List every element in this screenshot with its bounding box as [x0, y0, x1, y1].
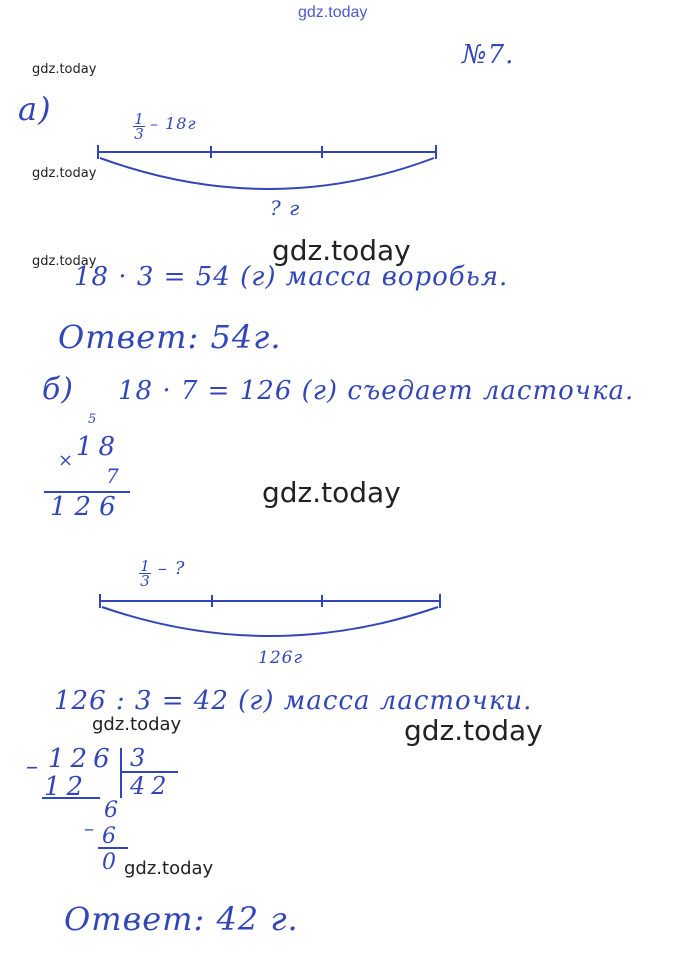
part-b-equation: 18 · 7 = 126 (г) съедает ласточка. — [118, 376, 635, 406]
watermark-small: gdz.today — [32, 254, 97, 269]
division-remainder-2: 0 — [102, 850, 117, 875]
division-subtrahend-2: 6 — [102, 824, 117, 849]
part-b-answer: Ответ: 42 г. — [64, 900, 299, 938]
division-minus-sign-2: – — [84, 816, 95, 840]
part-b-division-equation: 126 : 3 = 42 (г) масса ласточки. — [54, 686, 533, 716]
fraction-numerator: 1 — [134, 110, 144, 128]
fraction-numerator: 1 — [140, 557, 150, 575]
part-b-label: б) — [42, 372, 75, 407]
diagram-b-brace — [102, 607, 438, 636]
division-remainder-1: 6 — [104, 798, 119, 823]
part-b-fraction — [139, 559, 151, 588]
watermark-large: gdz.today — [272, 234, 411, 267]
multiplication-top: 18 — [76, 432, 122, 462]
watermark-top: gdz.today — [298, 4, 368, 21]
part-b-segment-label: – ? — [158, 558, 186, 579]
division-divisor: 3 — [130, 744, 147, 772]
watermark-small: gdz.today — [32, 62, 97, 77]
part-b-total-label: 126г — [258, 648, 304, 668]
fraction-denominator: 3 — [140, 572, 150, 590]
watermark-large: gdz.today — [262, 476, 401, 509]
division-dividend: 126 — [48, 744, 116, 774]
multiplication-result: 126 — [50, 492, 124, 522]
multiplication-bottom: 7 — [106, 464, 120, 488]
watermark-medium: gdz.today — [92, 714, 182, 735]
division-subtrahend-1: 12 — [44, 772, 90, 802]
diagram-b — [100, 594, 440, 636]
part-a-equation: 18 · 3 = 54 (г) масса воробья. — [74, 262, 509, 292]
part-a-total-label: ? г — [270, 196, 301, 220]
multiplication-carry: 5 — [88, 412, 98, 427]
division-minus-sign: – — [26, 752, 39, 780]
part-a-answer: Ответ: 54г. — [58, 318, 282, 356]
part-a-segment-label: – 18г — [150, 114, 197, 133]
fraction-denominator: 3 — [134, 125, 144, 143]
division-quotient: 42 — [130, 772, 173, 800]
watermark-medium: gdz.today — [124, 858, 214, 879]
multiplication-sign: × — [58, 450, 75, 471]
watermark-small: gdz.today — [32, 166, 97, 181]
diagram-a — [98, 145, 436, 189]
watermark-large: gdz.today — [404, 714, 543, 747]
diagram-a-brace — [100, 158, 434, 189]
problem-number: №7. — [462, 40, 515, 70]
part-a-label: а) — [18, 90, 52, 128]
